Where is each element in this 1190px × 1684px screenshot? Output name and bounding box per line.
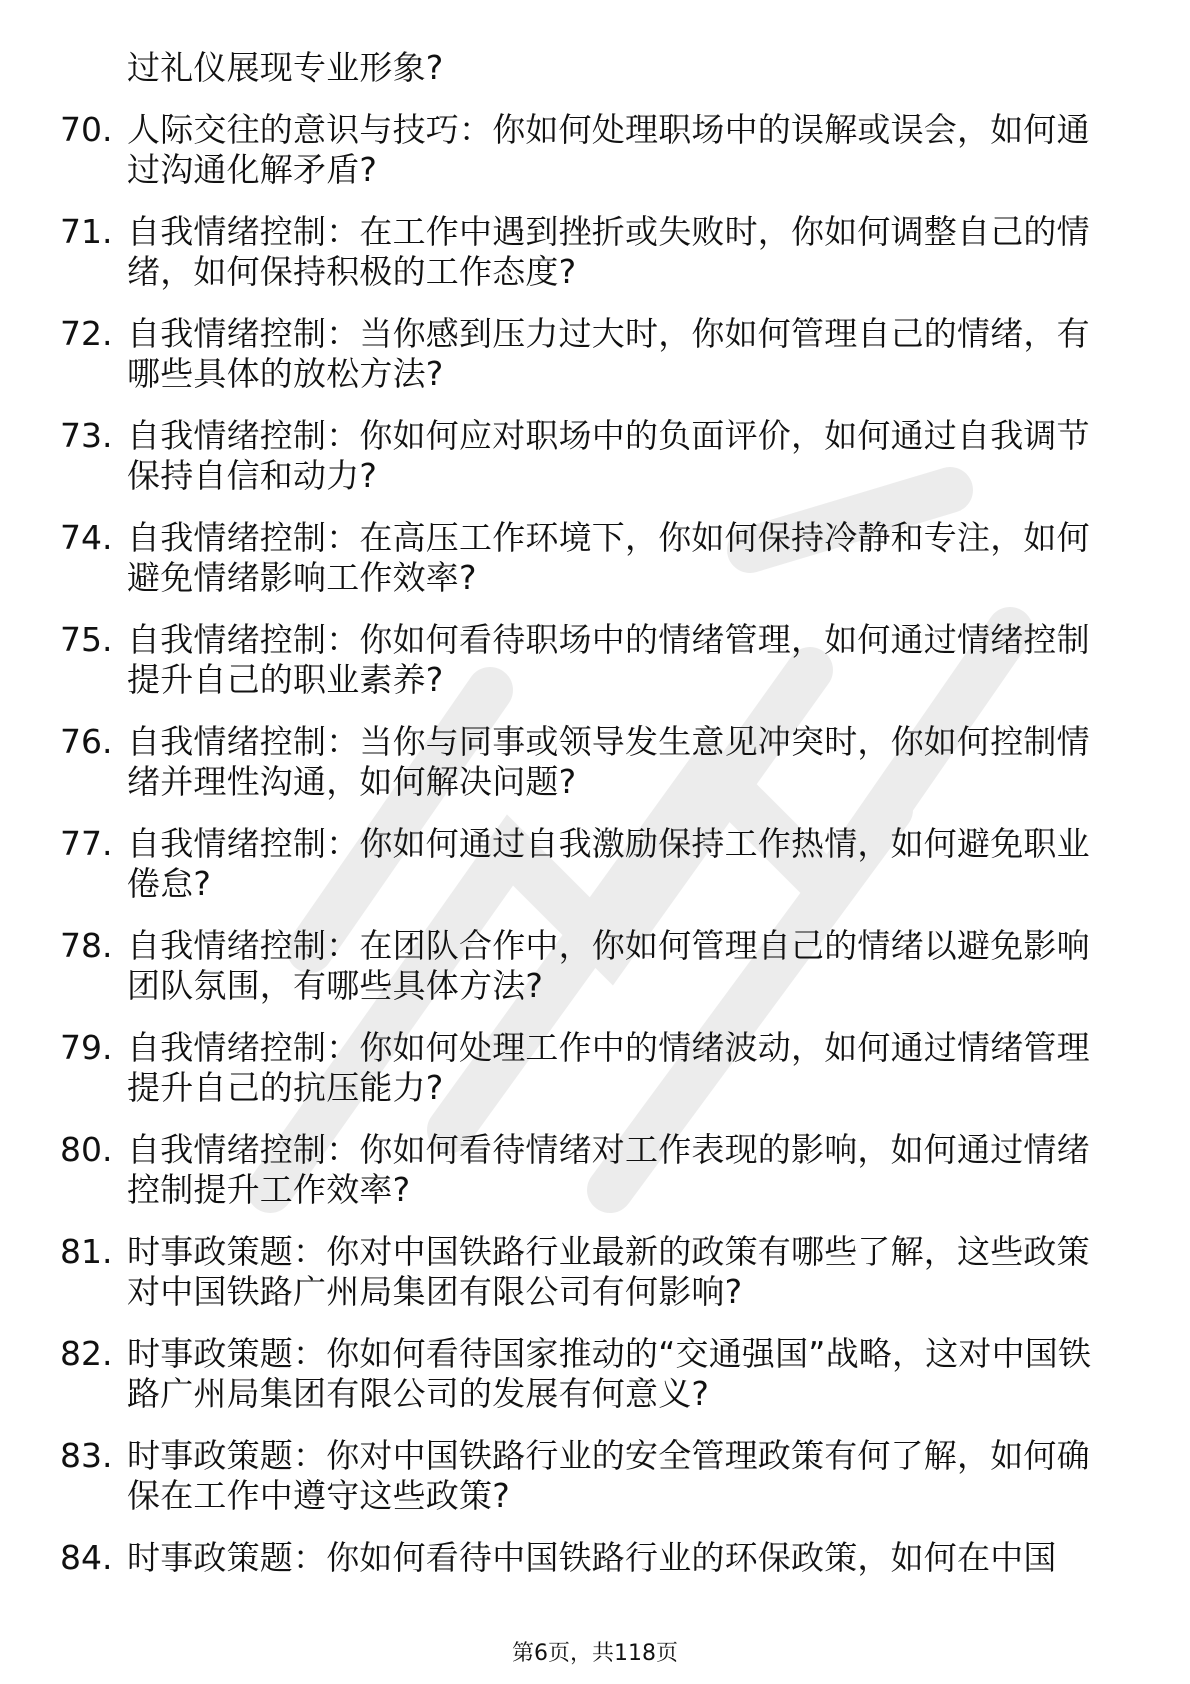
question-text: 自我情绪控制：你如何通过自我激励保持工作热情，如何避免职业倦怠? bbox=[127, 824, 1090, 903]
question-number: 80. bbox=[60, 1130, 113, 1169]
question-number: 75. bbox=[60, 620, 113, 659]
question-text: 自我情绪控制：你如何看待职场中的情绪管理，如何通过情绪控制提升自己的职业素养? bbox=[127, 620, 1090, 699]
question-number: 77. bbox=[60, 824, 113, 863]
list-item-continuation bbox=[0, 48, 1190, 88]
list-item bbox=[0, 110, 1190, 190]
question-number: 76. bbox=[60, 722, 113, 761]
question-text: 自我情绪控制：在团队合作中，你如何管理自己的情绪以避免影响团队氛围，有哪些具体方法? bbox=[127, 926, 1090, 1005]
question-number: 82. bbox=[60, 1334, 113, 1373]
list-item bbox=[0, 1538, 1190, 1578]
page-footer: 第6页，共118页 bbox=[512, 1641, 678, 1666]
question-text: 自我情绪控制：在工作中遇到挫折或失败时，你如何调整自己的情绪，如何保持积极的工作态度? bbox=[127, 212, 1090, 291]
question-text: 自我情绪控制：在高压工作环境下，你如何保持冷静和专注，如何避免情绪影响工作效率? bbox=[127, 518, 1090, 597]
question-number: 70. bbox=[60, 110, 113, 149]
list-item bbox=[0, 1130, 1190, 1210]
list-item bbox=[0, 1028, 1190, 1108]
question-number: 78. bbox=[60, 926, 113, 965]
question-list bbox=[0, 48, 1190, 1578]
question-number: 79. bbox=[60, 1028, 113, 1067]
list-item bbox=[0, 722, 1190, 802]
question-text: 时事政策题：你如何看待国家推动的“交通强国”战略，这对中国铁路广州局集团有限公司的发展有何意义? bbox=[127, 1334, 1092, 1413]
question-text: 自我情绪控制：你如何处理工作中的情绪波动，如何通过情绪管理提升自己的抗压能力? bbox=[127, 1028, 1090, 1107]
list-item bbox=[0, 1334, 1190, 1414]
question-text: 自我情绪控制：当你与同事或领导发生意见冲突时，你如何控制情绪并理性沟通，如何解决问题? bbox=[127, 722, 1090, 801]
question-number: 74. bbox=[60, 518, 113, 557]
list-item bbox=[0, 620, 1190, 700]
question-text: 时事政策题：你如何看待中国铁路行业的环保政策，如何在中国 bbox=[127, 1538, 1057, 1577]
question-number: 71. bbox=[60, 212, 113, 251]
question-text: 人际交往的意识与技巧：你如何处理职场中的误解或误会，如何通过沟通化解矛盾? bbox=[127, 110, 1090, 189]
list-item bbox=[0, 1232, 1190, 1312]
list-item bbox=[0, 212, 1190, 292]
question-number: 73. bbox=[60, 416, 113, 455]
question-number: 83. bbox=[60, 1436, 113, 1475]
list-item bbox=[0, 518, 1190, 598]
question-text: 时事政策题：你对中国铁路行业最新的政策有哪些了解，这些政策对中国铁路广州局集团有限公司有何影响? bbox=[127, 1232, 1090, 1311]
question-text: 时事政策题：你对中国铁路行业的安全管理政策有何了解，如何确保在工作中遵守这些政策? bbox=[127, 1436, 1090, 1515]
question-text: 自我情绪控制：你如何应对职场中的负面评价，如何通过自我调节保持自信和动力? bbox=[127, 416, 1090, 495]
question-text: 过礼仪展现专业形象? bbox=[127, 48, 444, 87]
question-text: 自我情绪控制：当你感到压力过大时，你如何管理自己的情绪，有哪些具体的放松方法? bbox=[127, 314, 1090, 393]
question-number: 81. bbox=[60, 1232, 113, 1271]
list-item bbox=[0, 416, 1190, 496]
list-item bbox=[0, 314, 1190, 394]
question-number: 72. bbox=[60, 314, 113, 353]
question-number: 84. bbox=[60, 1538, 113, 1577]
list-item bbox=[0, 824, 1190, 904]
question-text: 自我情绪控制：你如何看待情绪对工作表现的影响，如何通过情绪控制提升工作效率? bbox=[127, 1130, 1090, 1209]
list-item bbox=[0, 1436, 1190, 1516]
list-item bbox=[0, 926, 1190, 1006]
